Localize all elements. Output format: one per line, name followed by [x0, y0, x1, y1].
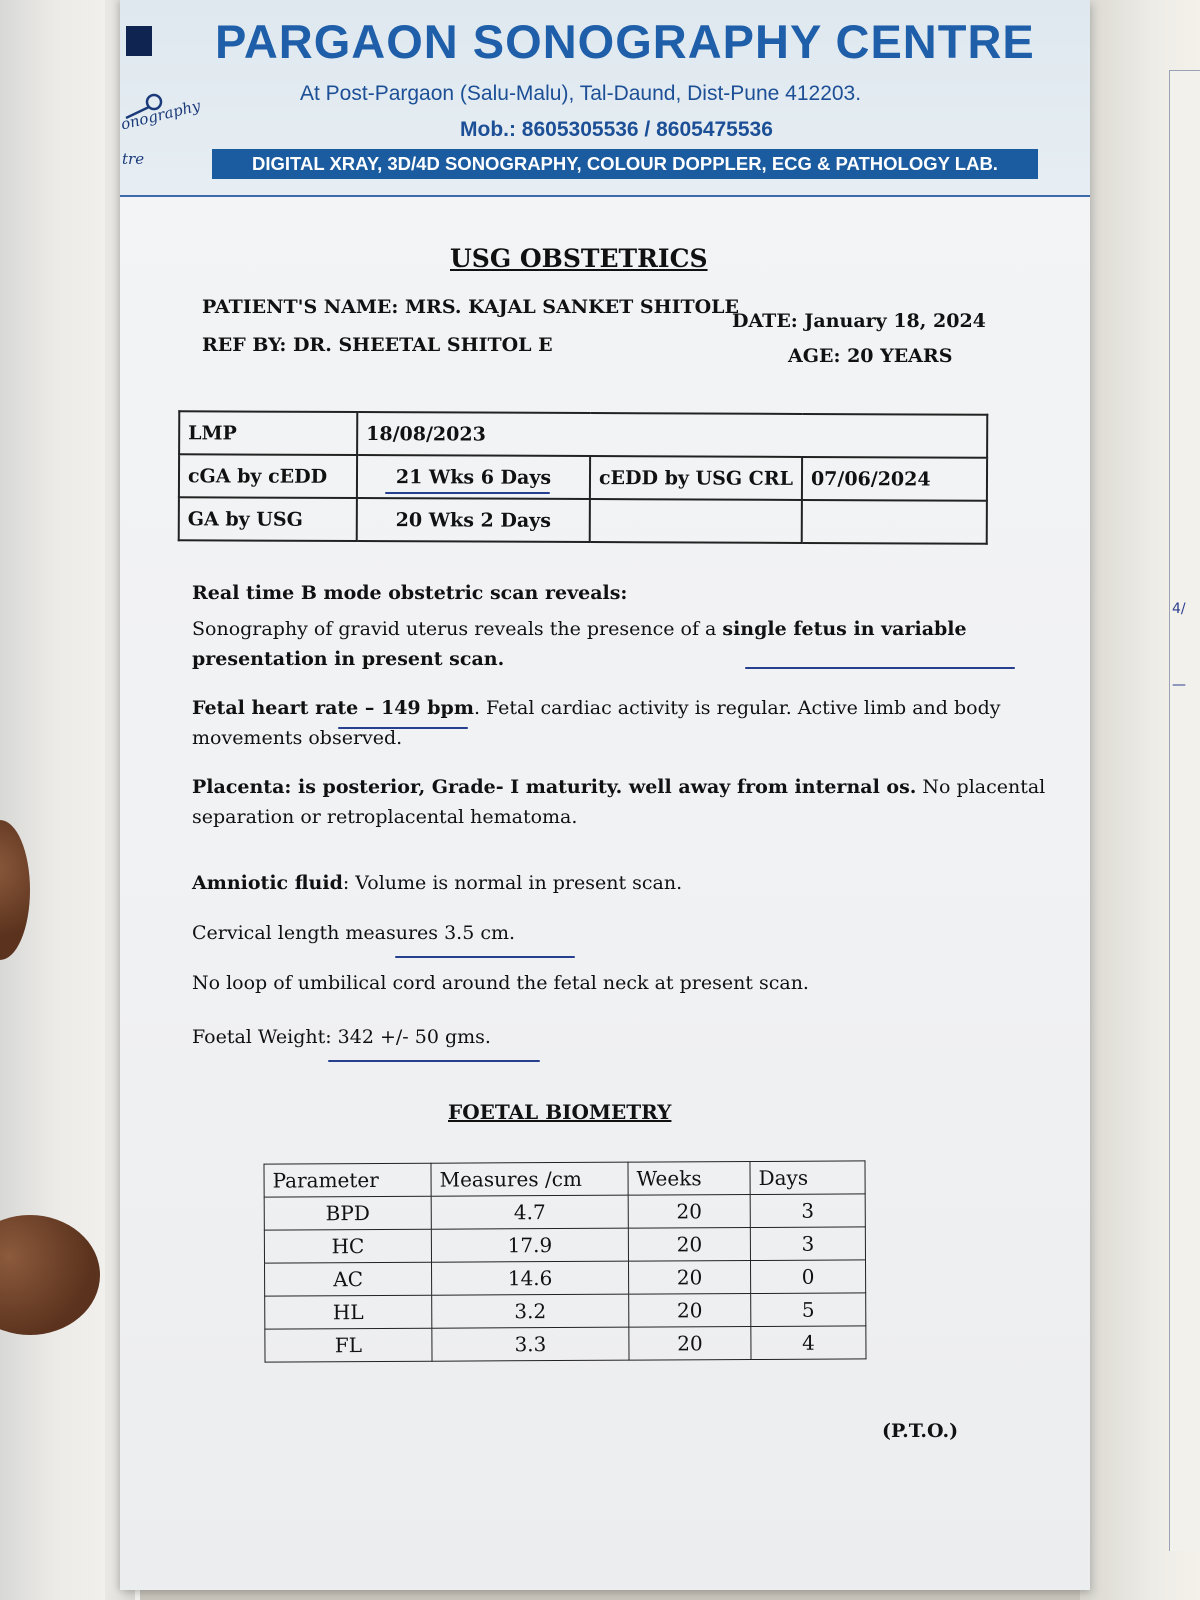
days-cell: 3: [750, 1227, 865, 1261]
umbilical-cord-text: No loop of umbilical cord around the fetal neck at present scan.: [192, 972, 809, 994]
pen-underline: [338, 727, 468, 729]
cga-label: cGA by cEDD: [179, 454, 357, 498]
services-banner: DIGITAL XRAY, 3D/4D SONOGRAPHY, COLOUR DOPPLER, ECG & PATHOLOGY LAB.: [212, 149, 1038, 179]
parameter-cell: HC: [264, 1229, 431, 1263]
measure-cell: 3.3: [432, 1327, 629, 1361]
days-cell: 3: [750, 1194, 865, 1228]
measure-cell: 3.2: [432, 1294, 629, 1328]
header-measures: Measures /cm: [431, 1162, 628, 1196]
table-row: [265, 1260, 866, 1296]
measure-cell: 14.6: [432, 1261, 629, 1295]
parameter-cell: FL: [265, 1328, 432, 1362]
table-row: [264, 1194, 865, 1230]
parameter-cell: AC: [265, 1262, 432, 1296]
findings-intro: Real time B mode obstetric scan reveals:: [192, 582, 628, 604]
days-cell: 5: [751, 1293, 866, 1327]
referred-by: REF BY: DR. SHEETAL SHITOL E: [202, 334, 553, 356]
cedd-label: cEDD by USG CRL: [590, 456, 802, 500]
empty-cell: [802, 500, 987, 544]
page-turn-note: (P.T.O.): [882, 1420, 959, 1442]
amniotic-fluid-text: [192, 868, 1052, 898]
centre-name: PARGAON SONOGRAPHY CENTRE: [215, 15, 1035, 68]
dates-table: [178, 410, 989, 545]
report-sheet: [120, 0, 1090, 1590]
biometry-title: FOETAL BIOMETRY: [448, 1100, 672, 1124]
header-days: Days: [750, 1161, 865, 1195]
right-page-stub: [1169, 70, 1200, 1551]
heart-rate-text: [192, 693, 1052, 753]
logo-script-text-2: tre: [122, 150, 145, 168]
placenta-text: [192, 772, 1052, 832]
report-title: USG OBSTETRICS: [450, 244, 708, 273]
cedd-value: 07/06/2024: [802, 457, 987, 501]
gravid-text-bold: single fetus in variable presentation in present scan.: [192, 618, 967, 670]
measure-cell: 4.7: [431, 1195, 628, 1229]
days-cell: 0: [750, 1260, 865, 1294]
ga-label: GA by USG: [179, 497, 357, 541]
cervical-length-text: Cervical length measures 3.5 cm.: [192, 922, 516, 944]
weeks-cell: 20: [629, 1327, 751, 1361]
parameter-cell: BPD: [264, 1196, 431, 1230]
gravid-text-start: Sonography of gravid uterus reveals the presence of a: [192, 618, 723, 640]
biometry-table: [263, 1160, 866, 1362]
margin-mark-2: —: [1172, 677, 1186, 693]
lmp-value: 18/08/2023: [357, 412, 987, 458]
parameter-cell: HL: [265, 1295, 432, 1329]
pen-underline: [745, 667, 1015, 669]
report-date: DATE: January 18, 2024: [732, 310, 986, 332]
table-header-row: [264, 1161, 865, 1197]
table-row: [265, 1293, 866, 1329]
table-row: [265, 1326, 866, 1362]
gravid-uterus-text: [192, 614, 1052, 674]
cga-value: 21 Wks 6 Days: [357, 455, 590, 499]
patient-name: PATIENT'S NAME: MRS. KAJAL SANKET SHITOLE: [202, 296, 739, 318]
table-row: [264, 1227, 865, 1263]
heart-rate-rest: . Fetal cardiac activity is regular. Active limb and body movements observed.: [192, 697, 1001, 749]
logo-script-text: onography: [119, 96, 203, 134]
amniotic-rest: : Volume is normal in present scan.: [342, 872, 683, 894]
table-row: [179, 497, 987, 544]
foetal-weight-text: Foetal Weight: 342 +/- 50 gms.: [192, 1026, 491, 1048]
weeks-cell: 20: [628, 1261, 750, 1295]
patient-age: AGE: 20 YEARS: [788, 345, 953, 367]
days-cell: 4: [751, 1326, 866, 1360]
centre-address: At Post-Pargaon (Salu-Malu), Tal-Daund, Dist-Pune 412203.: [300, 82, 862, 105]
centre-mobile: Mob.: 8605305536 / 8605475536: [460, 118, 773, 141]
letterhead: [120, 0, 1090, 197]
weeks-cell: 20: [628, 1228, 750, 1262]
header-weeks: Weeks: [628, 1162, 750, 1196]
table-row: [179, 454, 987, 501]
weeks-cell: 20: [629, 1294, 751, 1328]
placenta-rest: No placental separation or retroplacental hematoma.: [192, 776, 1046, 828]
lmp-label: LMP: [179, 411, 357, 455]
heart-rate-bold: Fetal heart rate – 149 bpm: [192, 697, 474, 719]
pen-underline: [395, 956, 575, 958]
pen-underline: [328, 1060, 540, 1062]
margin-mark-1: 4/: [1172, 601, 1186, 617]
header-parameter: Parameter: [264, 1163, 431, 1197]
empty-cell: [590, 499, 802, 543]
table-row: [179, 411, 987, 458]
ga-value: 20 Wks 2 Days: [357, 498, 590, 542]
logo-square-icon: [126, 26, 152, 56]
pen-underline: [385, 492, 550, 494]
amniotic-bold: Amniotic fluid: [192, 872, 343, 894]
weeks-cell: 20: [628, 1195, 750, 1229]
placenta-bold: Placenta: is posterior, Grade- I maturity. well away from internal os.: [192, 776, 917, 798]
measure-cell: 17.9: [431, 1228, 628, 1262]
